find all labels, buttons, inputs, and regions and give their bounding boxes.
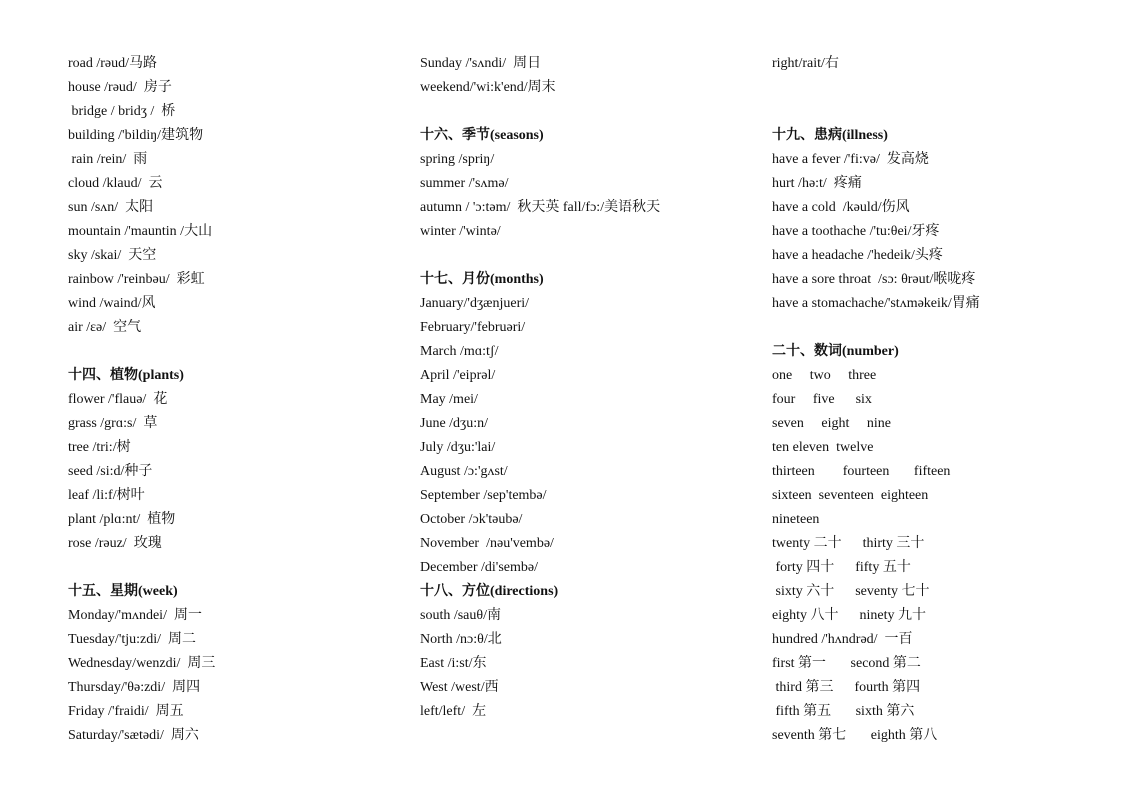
vocab-entry: East /i:st/东 (420, 656, 487, 671)
vocab-entry: four five six (772, 392, 872, 407)
vocab-column-3 (772, 52, 1117, 748)
vocab-entry: December /di'sembə/ (420, 560, 538, 575)
vocab-entry: have a sore throat /sɔ: θrəut/喉咙疼 (772, 272, 976, 287)
blank-line (772, 316, 1117, 340)
vocab-entry: sky /skai/ 天空 (68, 248, 157, 263)
vocab-entry: Monday/'mʌndei/ 周一 (68, 608, 202, 623)
vocab-entry: cloud /klaud/ 云 (68, 176, 163, 191)
section-heading: 二十、数词(number) (772, 344, 899, 359)
vocab-entry: left/left/ 左 (420, 704, 487, 719)
vocab-entry: November /nəu'vembə/ (420, 536, 554, 551)
vocab-entry: thirteen fourteen fifteen (772, 464, 951, 479)
vocab-entry: May /mei/ (420, 392, 478, 407)
vocab-entry: July /dʒu:'lai/ (420, 440, 496, 455)
vocab-entry: have a cold /kəuld/伤风 (772, 200, 910, 215)
blank-line (772, 100, 1117, 124)
vocab-entry: Saturday/'sætədi/ 周六 (68, 728, 199, 743)
vocab-entry: have a toothache /'tu:θei/牙疼 (772, 224, 940, 239)
vocab-entry: October /ɔk'təubə/ (420, 512, 523, 527)
vocab-entry: have a stomachache/'stʌməkeik/胃痛 (772, 296, 980, 311)
vocab-entry: house /rəud/ 房子 (68, 80, 172, 95)
vocab-entry: have a headache /'hedeik/头疼 (772, 248, 943, 263)
vocab-entry: ten eleven twelve (772, 440, 874, 455)
vocab-entry: summer /'sʌmə/ (420, 176, 509, 191)
vocab-entry: sun /sʌn/ 太阳 (68, 200, 154, 215)
vocab-entry: Friday /'fraidi/ 周五 (68, 704, 184, 719)
vocab-entry: sixteen seventeen eighteen (772, 488, 929, 503)
vocab-entry: hurt /hə:t/ 疼痛 (772, 176, 862, 191)
section-heading: 十九、患病(illness) (772, 128, 888, 143)
vocab-entry: March /mɑ:tʃ/ (420, 344, 499, 359)
vocab-entry: Thursday/'θə:zdi/ 周四 (68, 680, 201, 695)
vocab-entry: Tuesday/'tju:zdi/ 周二 (68, 632, 197, 647)
vocab-entry: Sunday /'sʌndi/ 周日 (420, 56, 542, 71)
vocab-entry: seed /si:d/种子 (68, 464, 153, 479)
section-heading: 十六、季节(seasons) (420, 128, 544, 143)
vocab-entry: leaf /li:f/树叶 (68, 488, 145, 503)
vocab-column-2 (420, 52, 760, 724)
vocab-entry: eighty 八十 ninety 九十 (772, 608, 926, 623)
vocab-entry: tree /tri:/树 (68, 440, 131, 455)
section-heading: 十五、星期(week) (68, 584, 178, 599)
blank-line (772, 76, 1117, 100)
vocab-entry: twenty 二十 thirty 三十 (772, 536, 925, 551)
blank-line (420, 100, 760, 124)
vocab-entry: bridge / bridʒ / 桥 (68, 104, 176, 119)
vocab-entry: have a fever /'fi:və/ 发高烧 (772, 152, 929, 167)
vocab-entry: rainbow /'reinbəu/ 彩虹 (68, 272, 205, 287)
vocab-entry: rose /rəuz/ 玫瑰 (68, 536, 162, 551)
vocab-entry: right/rait/右 (772, 56, 839, 71)
section-heading: 十四、植物(plants) (68, 368, 184, 383)
vocab-entry: Wednesday/wenzdi/ 周三 (68, 656, 216, 671)
vocab-entry: winter /'wintə/ (420, 224, 501, 239)
vocab-entry: weekend/'wi:k'end/周末 (420, 80, 556, 95)
vocab-entry: third 第三 fourth 第四 (772, 680, 921, 695)
vocab-column-1 (68, 52, 408, 748)
vocab-entry: grass /grɑ:s/ 草 (68, 416, 158, 431)
vocab-entry: West /west/西 (420, 680, 499, 695)
section-heading: 十七、月份(months) (420, 272, 544, 287)
vocab-entry: sixty 六十 seventy 七十 (772, 584, 930, 599)
vocab-entry: seventh 第七 eighth 第八 (772, 728, 938, 743)
vocab-entry: rain /rein/ 雨 (68, 152, 148, 167)
vocab-entry: autumn / 'ɔ:təm/ 秋天英 fall/fɔ:/美语秋天 (420, 200, 661, 215)
vocab-entry: building /'bildiŋ/建筑物 (68, 128, 204, 143)
blank-line (420, 244, 760, 268)
vocab-entry: nineteen (772, 512, 820, 527)
vocab-entry: North /nɔ:θ/北 (420, 632, 502, 647)
vocab-entry: one two three (772, 368, 877, 383)
vocab-entry: August /ɔ:'gʌst/ (420, 464, 508, 479)
vocab-entry: south /sauθ/南 (420, 608, 501, 623)
vocab-entry: forty 四十 fifty 五十 (772, 560, 911, 575)
blank-line (68, 340, 408, 364)
vocab-entry: February/'februəri/ (420, 320, 526, 335)
vocab-entry: June /dʒu:n/ (420, 416, 489, 431)
vocab-entry: road /rəud/马路 (68, 56, 158, 71)
vocab-entry: spring /spriŋ/ (420, 152, 495, 167)
vocab-entry: hundred /'hʌndrəd/ 一百 (772, 632, 913, 647)
vocab-entry: air /εə/ 空气 (68, 320, 142, 335)
vocab-entry: seven eight nine (772, 416, 891, 431)
blank-line (68, 556, 408, 580)
vocab-entry: September /sep'tembə/ (420, 488, 547, 503)
vocab-entry: first 第一 second 第二 (772, 656, 921, 671)
vocab-entry: flower /'flauə/ 花 (68, 392, 168, 407)
vocab-entry: plant /plɑ:nt/ 植物 (68, 512, 176, 527)
vocab-entry: mountain /'mauntin /大山 (68, 224, 213, 239)
section-heading: 十八、方位(directions) (420, 584, 559, 599)
vocab-entry: wind /waind/风 (68, 296, 156, 311)
vocab-entry: fifth 第五 sixth 第六 (772, 704, 915, 719)
vocab-entry: January/'dʒænjueri/ (420, 296, 530, 311)
vocab-entry: April /'eiprəl/ (420, 368, 496, 383)
